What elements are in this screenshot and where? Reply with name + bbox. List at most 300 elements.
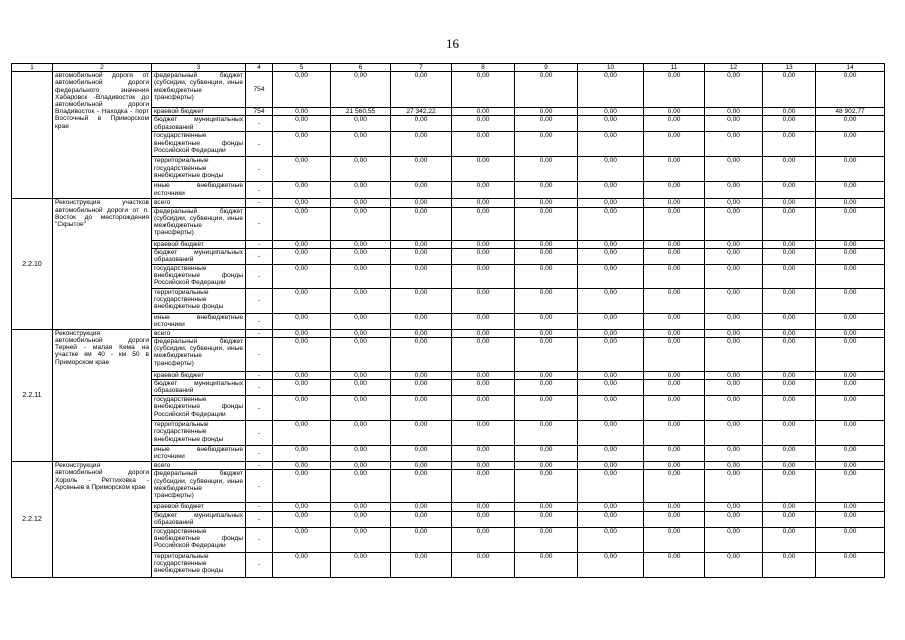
amount-cell: 0,00 — [644, 511, 705, 527]
amount-cell: 0,00 — [331, 462, 391, 470]
amount-cell: 0,00 — [816, 380, 885, 396]
amount-cell: 0,00 — [644, 446, 705, 462]
amount-cell: 0,00 — [391, 470, 452, 503]
amount-cell: 0,00 — [578, 446, 644, 462]
amount-cell: 0,00 — [763, 503, 816, 511]
column-header: 1 — [12, 64, 53, 72]
amount-cell: 0,00 — [816, 72, 885, 108]
amount-cell: 0,00 — [816, 503, 885, 511]
amount-cell: 0,00 — [705, 248, 763, 264]
amount-cell: 0,00 — [578, 372, 644, 380]
amount-cell: 0,00 — [331, 132, 391, 157]
amount-cell: 0,00 — [763, 313, 816, 329]
amount-cell: 0,00 — [763, 527, 816, 552]
amount-cell: 0,00 — [273, 116, 331, 132]
amount-cell: 0,00 — [816, 552, 885, 577]
amount-cell: 0,00 — [452, 240, 515, 248]
amount-cell: 27 342,22 — [391, 108, 452, 116]
amount-cell: 0,00 — [816, 313, 885, 329]
table-row — [12, 462, 885, 470]
amount-cell: 0,00 — [763, 199, 816, 207]
amount-cell: 0,00 — [273, 372, 331, 380]
amount-cell: 0,00 — [644, 72, 705, 108]
budget-code: - — [246, 313, 273, 329]
budget-code: - — [246, 264, 273, 288]
amount-cell: 0,00 — [644, 313, 705, 329]
funding-source: государственные внебюджетные фонды Российской Федерации — [152, 396, 246, 421]
amount-cell: 0,00 — [644, 396, 705, 421]
amount-cell: 0,00 — [705, 199, 763, 207]
amount-cell: 0,00 — [763, 132, 816, 157]
funding-source: краевой бюджет — [152, 240, 246, 248]
amount-cell: 0,00 — [452, 380, 515, 396]
amount-cell: 0,00 — [816, 462, 885, 470]
funding-source: территориальные государственные внебюджетные фонды — [152, 157, 246, 182]
budget-code: - — [246, 240, 273, 248]
funding-source: краевой бюджет — [152, 372, 246, 380]
amount-cell: 0,00 — [705, 72, 763, 108]
amount-cell: 0,00 — [644, 207, 705, 240]
amount-cell: 0,00 — [331, 72, 391, 108]
row-index — [12, 72, 53, 199]
amount-cell: 0,00 — [391, 338, 452, 372]
amount-cell: 0,00 — [705, 264, 763, 288]
amount-cell: 0,00 — [578, 207, 644, 240]
amount-cell: 0,00 — [331, 380, 391, 396]
amount-cell: 0,00 — [644, 329, 705, 337]
amount-cell: 0,00 — [644, 470, 705, 503]
amount-cell: 0,00 — [705, 380, 763, 396]
amount-cell: 0,00 — [763, 182, 816, 199]
amount-cell: 0,00 — [452, 264, 515, 288]
budget-code: - — [246, 372, 273, 380]
amount-cell: 0,00 — [644, 199, 705, 207]
amount-cell: 0,00 — [331, 199, 391, 207]
amount-cell: 0,00 — [578, 108, 644, 116]
amount-cell: 0,00 — [705, 372, 763, 380]
amount-cell: 0,00 — [331, 207, 391, 240]
column-header: 10 — [578, 64, 644, 72]
amount-cell: 0,00 — [331, 313, 391, 329]
funding-source: территориальные государственные внебюджетные фонды — [152, 288, 246, 313]
budget-code: - — [246, 288, 273, 313]
amount-cell: 0,00 — [273, 396, 331, 421]
amount-cell: 0,00 — [816, 511, 885, 527]
funding-source: иные внебюджетные источники — [152, 313, 246, 329]
funding-source: федеральный бюджет (субсидии, субвенции, иные межбюджетные трансферты) — [152, 207, 246, 240]
amount-cell: 0,00 — [515, 157, 578, 182]
funding-source: всего — [152, 199, 246, 207]
amount-cell: 0,00 — [391, 207, 452, 240]
amount-cell: 0,00 — [273, 552, 331, 577]
amount-cell: 0,00 — [578, 470, 644, 503]
amount-cell: 0,00 — [515, 446, 578, 462]
funding-source: государственные внебюджетные фонды Российской Федерации — [152, 264, 246, 288]
amount-cell: 0,00 — [273, 470, 331, 503]
amount-cell: 0,00 — [763, 552, 816, 577]
amount-cell: 0,00 — [763, 421, 816, 446]
amount-cell: 0,00 — [644, 132, 705, 157]
amount-cell: 0,00 — [273, 462, 331, 470]
amount-cell: 0,00 — [452, 446, 515, 462]
amount-cell: 0,00 — [578, 511, 644, 527]
amount-cell: 0,00 — [515, 511, 578, 527]
column-header: 13 — [763, 64, 816, 72]
column-header: 5 — [273, 64, 331, 72]
funding-source: федеральный бюджет (субсидии, субвенции, иные межбюджетные трансферты) — [152, 470, 246, 503]
amount-cell: 0,00 — [705, 288, 763, 313]
budget-code: - — [246, 396, 273, 421]
amount-cell: 0,00 — [391, 527, 452, 552]
funding-source: бюджет муниципальных образований — [152, 248, 246, 264]
amount-cell: 0,00 — [273, 288, 331, 313]
column-header: 2 — [53, 64, 152, 72]
amount-cell: 0,00 — [705, 207, 763, 240]
amount-cell: 0,00 — [705, 132, 763, 157]
funding-source: иные внебюджетные источники — [152, 446, 246, 462]
column-header: 14 — [816, 64, 885, 72]
amount-cell: 0,00 — [515, 72, 578, 108]
amount-cell: 0,00 — [331, 248, 391, 264]
amount-cell: 0,00 — [705, 470, 763, 503]
funding-source: бюджет муниципальных образований — [152, 116, 246, 132]
amount-cell: 0,00 — [705, 446, 763, 462]
financing-table — [11, 63, 885, 578]
budget-code: - — [246, 157, 273, 182]
amount-cell: 0,00 — [391, 552, 452, 577]
amount-cell: 0,00 — [705, 329, 763, 337]
amount-cell: 0,00 — [391, 462, 452, 470]
amount-cell: 0,00 — [273, 182, 331, 199]
amount-cell: 0,00 — [452, 72, 515, 108]
amount-cell: 0,00 — [816, 240, 885, 248]
amount-cell: 0,00 — [515, 132, 578, 157]
amount-cell: 0,00 — [763, 396, 816, 421]
amount-cell: 0,00 — [644, 248, 705, 264]
amount-cell: 0,00 — [705, 421, 763, 446]
amount-cell: 0,00 — [644, 108, 705, 116]
amount-cell: 0,00 — [452, 421, 515, 446]
funding-source: федеральный бюджет (субсидии, субвенции, иные межбюджетные трансферты) — [152, 338, 246, 372]
amount-cell: 0,00 — [331, 338, 391, 372]
amount-cell: 0,00 — [763, 446, 816, 462]
funding-source: федеральный бюджет (субсидии, субвенции, иные межбюджетные трансферты) — [152, 72, 246, 108]
amount-cell: 0,00 — [763, 248, 816, 264]
amount-cell: 0,00 — [452, 338, 515, 372]
amount-cell: 0,00 — [391, 329, 452, 337]
amount-cell: 0,00 — [515, 288, 578, 313]
amount-cell: 0,00 — [452, 288, 515, 313]
amount-cell: 0,00 — [273, 240, 331, 248]
amount-cell: 0,00 — [644, 116, 705, 132]
amount-cell: 0,00 — [273, 72, 331, 108]
amount-cell: 0,00 — [452, 329, 515, 337]
amount-cell: 0,00 — [391, 372, 452, 380]
amount-cell: 0,00 — [515, 240, 578, 248]
amount-cell: 0,00 — [515, 182, 578, 199]
amount-cell: 0,00 — [452, 108, 515, 116]
funding-source: государственные внебюджетные фонды Российской Федерации — [152, 132, 246, 157]
amount-cell: 0,00 — [816, 470, 885, 503]
column-header: 6 — [331, 64, 391, 72]
amount-cell: 0,00 — [705, 552, 763, 577]
amount-cell: 0,00 — [763, 462, 816, 470]
amount-cell: 0,00 — [816, 288, 885, 313]
amount-cell: 0,00 — [391, 380, 452, 396]
amount-cell: 0,00 — [391, 240, 452, 248]
amount-cell: 0,00 — [515, 372, 578, 380]
amount-cell: 0,00 — [705, 108, 763, 116]
amount-cell: 0,00 — [816, 446, 885, 462]
budget-code: - — [246, 338, 273, 372]
table-row — [12, 72, 885, 108]
amount-cell: 0,00 — [515, 462, 578, 470]
amount-cell: 0,00 — [578, 313, 644, 329]
amount-cell: 0,00 — [578, 421, 644, 446]
column-header: 8 — [452, 64, 515, 72]
row-index: 2.2.10 — [12, 199, 53, 329]
amount-cell: 0,00 — [578, 157, 644, 182]
amount-cell: 0,00 — [644, 264, 705, 288]
measure-name: Реконструкция автомобильной дороги Хороль - Реттиховка - Арсеньев в Приморском крае — [53, 462, 152, 577]
amount-cell: 0,00 — [331, 396, 391, 421]
amount-cell: 0,00 — [273, 338, 331, 372]
amount-cell: 0,00 — [578, 380, 644, 396]
amount-cell: 0,00 — [644, 157, 705, 182]
page-number: 16 — [446, 36, 459, 51]
amount-cell: 0,00 — [763, 240, 816, 248]
amount-cell: 0,00 — [452, 248, 515, 264]
amount-cell: 0,00 — [331, 470, 391, 503]
amount-cell: 0,00 — [644, 338, 705, 372]
amount-cell: 0,00 — [452, 157, 515, 182]
budget-code: - — [246, 511, 273, 527]
amount-cell: 0,00 — [452, 182, 515, 199]
column-header: 11 — [644, 64, 705, 72]
amount-cell: 0,00 — [331, 372, 391, 380]
amount-cell: 0,00 — [763, 511, 816, 527]
amount-cell: 0,00 — [816, 116, 885, 132]
amount-cell: 0,00 — [705, 313, 763, 329]
amount-cell: 0,00 — [644, 552, 705, 577]
budget-code: - — [246, 116, 273, 132]
amount-cell: 0,00 — [578, 503, 644, 511]
funding-source: территориальные государственные внебюджетные фонды — [152, 552, 246, 577]
amount-cell: 0,00 — [578, 199, 644, 207]
amount-cell: 0,00 — [452, 372, 515, 380]
amount-cell: 0,00 — [515, 116, 578, 132]
amount-cell: 0,00 — [391, 396, 452, 421]
amount-cell: 0,00 — [331, 182, 391, 199]
amount-cell: 0,00 — [578, 329, 644, 337]
amount-cell: 0,00 — [816, 157, 885, 182]
measure-name: Реконструкция участков автомобильной дороги от п. Восток до месторождения "Скрытое" — [53, 199, 152, 329]
amount-cell: 0,00 — [391, 116, 452, 132]
amount-cell: 0,00 — [515, 108, 578, 116]
amount-cell: 0,00 — [452, 132, 515, 157]
amount-cell: 0,00 — [705, 116, 763, 132]
amount-cell: 0,00 — [273, 248, 331, 264]
amount-cell: 0,00 — [644, 240, 705, 248]
budget-code: - — [246, 199, 273, 207]
funding-source: иные внебюджетные источники — [152, 182, 246, 199]
amount-cell: 0,00 — [515, 264, 578, 288]
amount-cell: 0,00 — [331, 421, 391, 446]
amount-cell: 0,00 — [515, 329, 578, 337]
amount-cell: 0,00 — [705, 240, 763, 248]
amount-cell: 0,00 — [644, 372, 705, 380]
budget-code: - — [246, 503, 273, 511]
budget-code: - — [246, 248, 273, 264]
funding-source: государственные внебюджетные фонды Российской Федерации — [152, 527, 246, 552]
amount-cell: 0,00 — [515, 552, 578, 577]
amount-cell: 0,00 — [452, 462, 515, 470]
budget-code: - — [246, 446, 273, 462]
amount-cell: 0,00 — [331, 116, 391, 132]
amount-cell: 0,00 — [578, 288, 644, 313]
amount-cell: 0,00 — [331, 527, 391, 552]
amount-cell: 0,00 — [816, 338, 885, 372]
amount-cell: 0,00 — [644, 380, 705, 396]
amount-cell: 0,00 — [391, 182, 452, 199]
amount-cell: 0,00 — [391, 72, 452, 108]
amount-cell: 0,00 — [578, 182, 644, 199]
budget-code: - — [246, 132, 273, 157]
amount-cell: 0,00 — [331, 157, 391, 182]
amount-cell: 0,00 — [452, 552, 515, 577]
table-row — [12, 329, 885, 337]
amount-cell: 0,00 — [816, 132, 885, 157]
amount-cell: 0,00 — [578, 248, 644, 264]
amount-cell: 0,00 — [331, 552, 391, 577]
funding-source: всего — [152, 329, 246, 337]
amount-cell: 0,00 — [391, 313, 452, 329]
amount-cell: 0,00 — [391, 248, 452, 264]
measure-name: автомобильной дороги от автомобильной дороги федерального значения Хабаровск -Владивосток до автомобильной дороги Владивосток - Находка - порт Восточный в Приморском крае — [53, 72, 152, 199]
amount-cell: 0,00 — [391, 421, 452, 446]
amount-cell: 0,00 — [331, 240, 391, 248]
amount-cell: 0,00 — [452, 503, 515, 511]
amount-cell: 0,00 — [763, 338, 816, 372]
funding-source: краевой бюджет — [152, 108, 246, 116]
amount-cell: 0,00 — [763, 380, 816, 396]
amount-cell: 0,00 — [578, 72, 644, 108]
budget-code: 754 — [246, 108, 273, 116]
amount-cell: 0,00 — [763, 207, 816, 240]
amount-cell: 0,00 — [763, 72, 816, 108]
amount-cell: 0,00 — [331, 503, 391, 511]
budget-code: - — [246, 527, 273, 552]
amount-cell: 0,00 — [578, 240, 644, 248]
column-header: 9 — [515, 64, 578, 72]
amount-cell: 0,00 — [578, 338, 644, 372]
amount-cell: 0,00 — [391, 446, 452, 462]
amount-cell: 0,00 — [273, 313, 331, 329]
amount-cell: 0,00 — [705, 527, 763, 552]
column-header: 4 — [246, 64, 273, 72]
budget-code: - — [246, 462, 273, 470]
row-index: 2.2.12 — [12, 462, 53, 577]
column-header: 3 — [152, 64, 246, 72]
amount-cell: 0,00 — [273, 380, 331, 396]
amount-cell: 0,00 — [578, 264, 644, 288]
amount-cell: 0,00 — [816, 248, 885, 264]
amount-cell: 0,00 — [331, 329, 391, 337]
funding-source: территориальные государственные внебюджетные фонды — [152, 421, 246, 446]
amount-cell: 0,00 — [763, 116, 816, 132]
amount-cell: 0,00 — [452, 511, 515, 527]
budget-code: - — [246, 182, 273, 199]
amount-cell: 0,00 — [644, 503, 705, 511]
amount-cell: 0,00 — [578, 132, 644, 157]
amount-cell: 21 560,55 — [331, 108, 391, 116]
amount-cell: 0,00 — [515, 470, 578, 503]
amount-cell: 0,00 — [452, 527, 515, 552]
amount-cell: 0,00 — [331, 264, 391, 288]
amount-cell: 0,00 — [816, 207, 885, 240]
amount-cell: 0,00 — [763, 108, 816, 116]
amount-cell: 0,00 — [452, 207, 515, 240]
amount-cell: 0,00 — [578, 462, 644, 470]
amount-cell: 0,00 — [816, 396, 885, 421]
amount-cell: 0,00 — [515, 207, 578, 240]
amount-cell: 0,00 — [644, 182, 705, 199]
amount-cell: 48 902,77 — [816, 108, 885, 116]
amount-cell: 0,00 — [644, 288, 705, 313]
amount-cell: 0,00 — [273, 446, 331, 462]
amount-cell: 0,00 — [273, 421, 331, 446]
budget-code: - — [246, 552, 273, 577]
amount-cell: 0,00 — [391, 157, 452, 182]
amount-cell: 0,00 — [763, 264, 816, 288]
amount-cell: 0,00 — [705, 338, 763, 372]
amount-cell: 0,00 — [391, 511, 452, 527]
budget-code: - — [246, 380, 273, 396]
amount-cell: 0,00 — [578, 116, 644, 132]
funding-source: бюджет муниципальных образований — [152, 511, 246, 527]
budget-code: - — [246, 470, 273, 503]
amount-cell: 0,00 — [705, 462, 763, 470]
column-header: 7 — [391, 64, 452, 72]
measure-name: Реконструкция автомобильной дороги Терней - малая Кема на участке км 40 - км 50 в Приморском крае — [53, 329, 152, 461]
amount-cell: 0,00 — [763, 329, 816, 337]
amount-cell: 0,00 — [763, 157, 816, 182]
amount-cell: 0,00 — [763, 470, 816, 503]
amount-cell: 0,00 — [452, 313, 515, 329]
amount-cell: 0,00 — [391, 503, 452, 511]
amount-cell: 0,00 — [391, 288, 452, 313]
amount-cell: 0,00 — [705, 182, 763, 199]
amount-cell: 0,00 — [644, 527, 705, 552]
amount-cell: 0,00 — [515, 421, 578, 446]
amount-cell: 0,00 — [816, 372, 885, 380]
amount-cell: 0,00 — [515, 503, 578, 511]
amount-cell: 0,00 — [331, 288, 391, 313]
amount-cell: 0,00 — [273, 329, 331, 337]
amount-cell: 0,00 — [273, 511, 331, 527]
column-header: 12 — [705, 64, 763, 72]
budget-code: - — [246, 207, 273, 240]
amount-cell: 0,00 — [331, 446, 391, 462]
amount-cell: 0,00 — [273, 207, 331, 240]
amount-cell: 0,00 — [644, 462, 705, 470]
amount-cell: 0,00 — [273, 503, 331, 511]
amount-cell: 0,00 — [452, 470, 515, 503]
amount-cell: 0,00 — [705, 396, 763, 421]
amount-cell: 0,00 — [391, 132, 452, 157]
amount-cell: 0,00 — [816, 527, 885, 552]
amount-cell: 0,00 — [705, 503, 763, 511]
